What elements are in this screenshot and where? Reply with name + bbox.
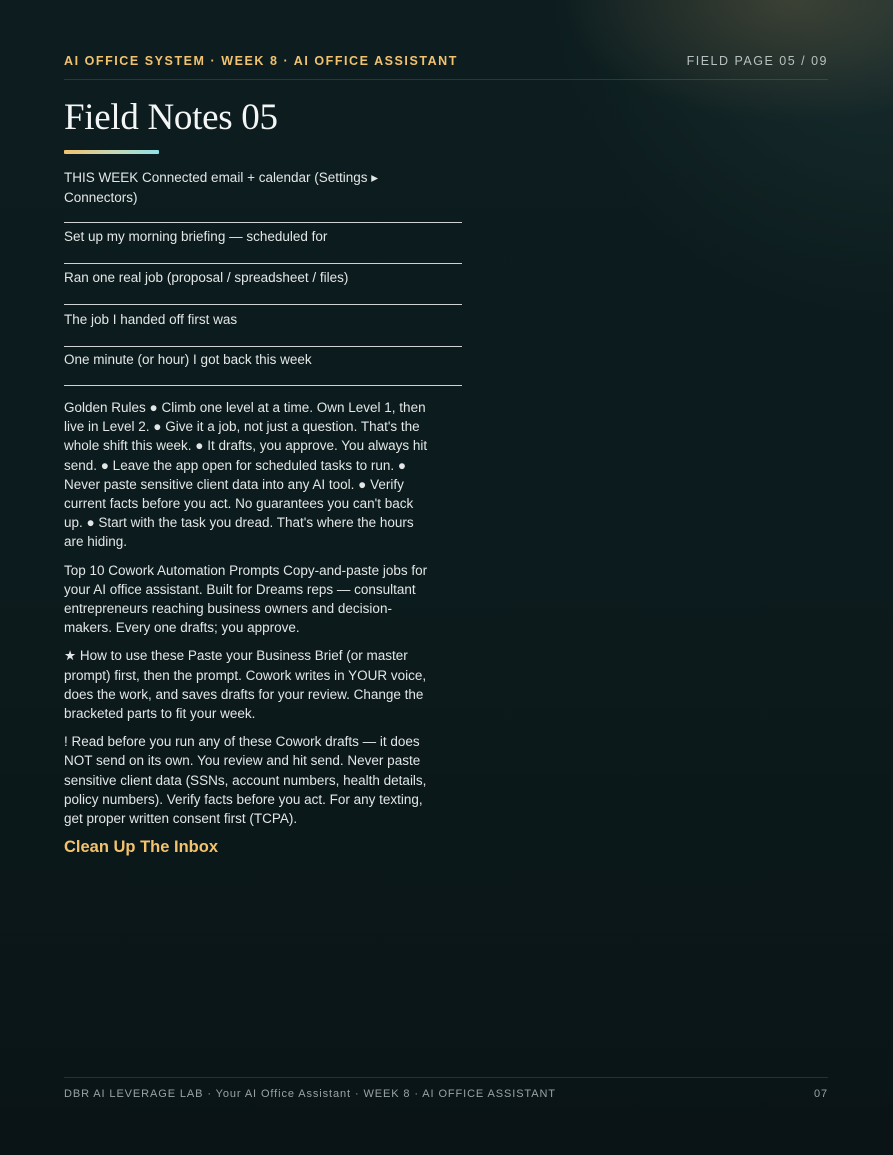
note-field-connected[interactable] [64,168,462,223]
page-footer [64,1077,828,1108]
main-content [64,168,464,857]
title-accent-bar [64,150,159,154]
warning-paragraph: ! Read before you run any of these Cowork drafts — it does NOT send on its own. You review and hit send. Never paste sensitive client data (SSNs, account numbers, health details, policy numbers). Verify facts before you act. For any texting, get proper written consent first (TCPA). [64,734,427,827]
page-header [64,52,828,80]
prompts-intro-paragraph: Top 10 Cowork Automation Prompts Copy-and-paste jobs for your AI office assistant. Built for Dreams reps — consultant entrepreneurs reaching business owners and decision-makers. Every one drafts; you approve. [64,562,428,636]
golden-rules-paragraph: Golden Rules ● Climb one level at a time. Own Level 1, then live in Level 2. ● Give it a job, not just a question. That's the whole shift this week. ● It drafts, you approve. You always hit send. ● Leave the app open for scheduled tasks to run. ● Never paste sensitive client data into any AI tool. ● Verify current facts before you act. No guarantees you can't back up. ● Start with the task you dread. That's where the hours are hiding. [64,400,428,550]
note-field-label: Ran one real job (proposal / spreadsheet / files) [64,270,349,285]
page-counter: FIELD PAGE 05 / 09 [686,54,828,68]
how-to-use-paragraph: ★ How to use these Paste your Business Brief (or master prompt) first, then the prompt. Cowork writes in YOUR voice, does the work, and saves drafts for your review. Change the bracketed parts to fit your week. [64,648,427,722]
header-breadcrumb: AI OFFICE SYSTEM · WEEK 8 · AI OFFICE ASSISTANT [64,54,458,68]
note-field-time-saved[interactable] [64,348,462,386]
page-number: 07 [813,1088,828,1100]
note-field-morning-briefing[interactable] [64,225,462,264]
footer-label: DBR AI LEVERAGE LAB · Your AI Office Assistant · WEEK 8 · AI OFFICE ASSISTANT [64,1088,556,1100]
note-field-first-handoff[interactable] [64,307,462,347]
section-title: Clean Up The Inbox [64,838,219,857]
note-field-label: THIS WEEK Connected email + calendar (Settings ▸ Connectors) [64,170,379,205]
note-field-label: The job I handed off first was [64,312,238,327]
note-field-real-job[interactable] [64,266,462,305]
page-title: Field Notes 05 [64,97,278,138]
note-field-label: Set up my morning briefing — scheduled for [64,229,328,244]
note-field-label: One minute (or hour) I got back this week [64,352,312,367]
